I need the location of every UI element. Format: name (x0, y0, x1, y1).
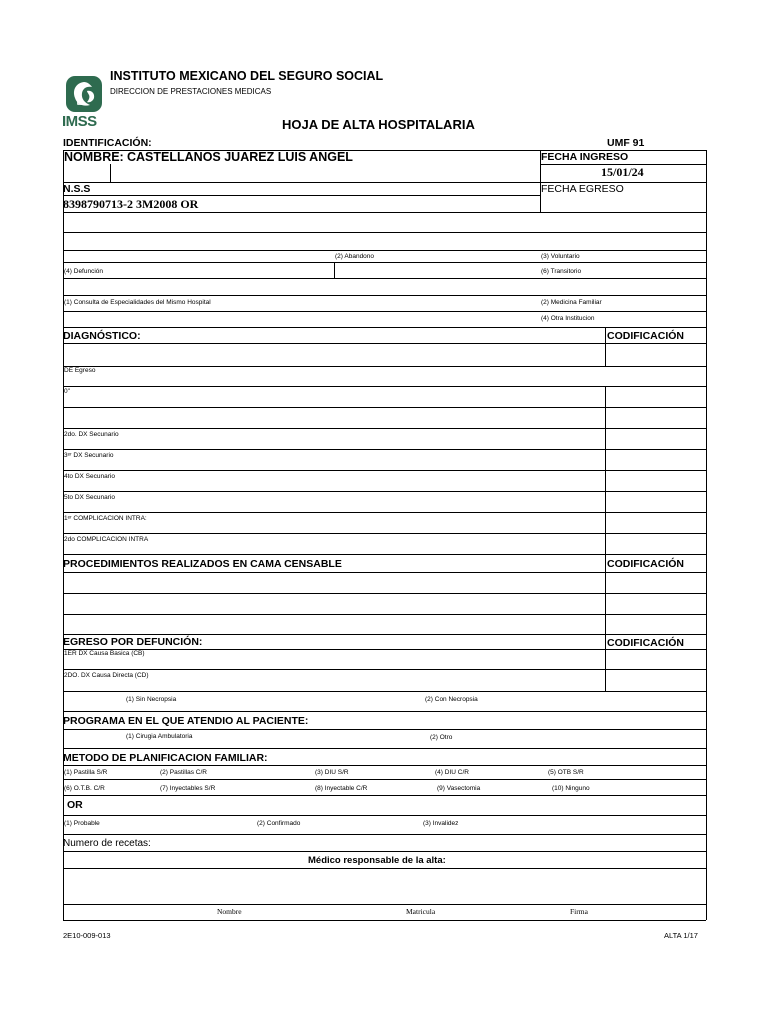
complication-1-label: 1ᵉʳ COMPLICACION INTRA: (64, 515, 147, 522)
family-planning-title: METODO DE PLANIFICACION FAMILIAR: (63, 752, 268, 764)
option-transitorio: (6) Transitorio (541, 268, 582, 275)
rule (63, 366, 706, 367)
rule (63, 407, 706, 408)
dx-5-label: 5to DX Secunario (64, 494, 115, 501)
rule (110, 164, 111, 182)
or-title: OR (67, 799, 83, 811)
fp-option: (2) Pastillas C/R (160, 769, 207, 776)
rule (63, 815, 706, 816)
rule (706, 327, 707, 554)
rule (706, 150, 707, 327)
fp-option: (6) O.T.B. C/R (64, 785, 105, 792)
rule (63, 904, 706, 905)
fp-option: (4) DIU C/R (435, 769, 469, 776)
rule (706, 795, 707, 834)
fp-option: (9) Vasectomia (437, 785, 481, 792)
page-indicator: ALTA 1/17 (664, 931, 698, 940)
option-otro: (2) Otro (430, 734, 453, 741)
dx-egreso-label: DE Egreso (64, 367, 96, 374)
institution-name: INSTITUTO MEXICANO DEL SEGURO SOCIAL (110, 69, 384, 83)
rule (63, 428, 706, 429)
rule (63, 711, 64, 748)
rule (706, 834, 707, 920)
admission-date-value: 15/01/24 (601, 165, 644, 179)
nss-label: N.S.S (63, 183, 91, 195)
or-option: (2) Confirmado (257, 820, 301, 827)
option-sin-necropsia: (1) Sin Necropsia (126, 696, 177, 703)
rule (63, 920, 706, 921)
rule (63, 554, 64, 634)
complication-2-label: 2do COMPLICACION INTRA (64, 536, 149, 543)
option-con-necropsia: (2) Con Necropsia (425, 696, 478, 703)
death-cb-label: 1ER DX Causa Basica (CB) (64, 650, 145, 657)
rule (63, 779, 706, 780)
rule (63, 649, 706, 650)
doctor-title: Médico responsable de la alta: (308, 855, 446, 866)
dx-2-label: 2do. DX Secunario (64, 431, 119, 438)
form-title: HOJA DE ALTA HOSPITALARIA (282, 117, 475, 132)
rule (63, 593, 706, 594)
department-subtitle: DIRECCION DE PRESTACIONES MEDICAS (110, 87, 272, 96)
patient-name: CASTELLANOS JUAREZ LUIS ANGEL (127, 150, 353, 164)
rule (63, 795, 706, 796)
rule (63, 851, 706, 852)
rule (63, 512, 706, 513)
rule (63, 195, 540, 196)
rule (63, 711, 706, 712)
fp-option: (7) Inyectables S/R (160, 785, 216, 792)
rule (605, 327, 606, 366)
option-cirugia-ambulatoria: (1) Cirugia Ambulatoria (126, 733, 193, 740)
rule (63, 343, 706, 344)
rule (334, 262, 335, 278)
rule (63, 533, 706, 534)
dx-4-label: 4to DX Secunario (64, 473, 115, 480)
rule (63, 212, 706, 213)
discharge-date-label: FECHA EGRESO (541, 183, 624, 195)
rule (63, 765, 706, 766)
rule (63, 327, 706, 328)
option-otra-institucion: (4) Otra Institucion (541, 315, 595, 322)
death-title: EGRESO POR DEFUNCIÓN: (63, 636, 203, 648)
logo-text: IMSS (62, 113, 97, 130)
rule (63, 232, 706, 233)
rule (63, 795, 64, 834)
rule (63, 614, 706, 615)
option-voluntario: (3) Voluntario (541, 253, 580, 260)
rule (63, 491, 706, 492)
rule (63, 386, 706, 387)
admission-date-label: FECHA INGRESO (541, 151, 629, 163)
rule (63, 278, 706, 279)
rule (63, 669, 706, 670)
rule (63, 834, 706, 835)
rule (63, 250, 706, 251)
rule (63, 834, 64, 920)
rule (63, 554, 706, 555)
rule (63, 868, 706, 869)
rule (706, 634, 707, 711)
death-coding-header: CODIFICACIÓN (607, 637, 684, 649)
fp-option: (8) Inyectable C/R (315, 785, 368, 792)
dx-3-label: 3ᵉʳ DX Secunario (64, 452, 114, 459)
dx-zero-label: 0" (64, 388, 70, 395)
rule (63, 748, 706, 749)
unit-label: UMF 91 (607, 137, 645, 149)
fp-option: (10) Ninguno (552, 785, 590, 792)
rule (605, 386, 606, 554)
prescriptions-label: Numero de recetas: (63, 838, 151, 849)
fp-option: (5) OTB S/R (548, 769, 584, 776)
rule (63, 311, 706, 312)
rule (63, 449, 706, 450)
option-abandono: (2) Abandono (335, 253, 375, 260)
signature-firma-label: Firma (570, 907, 588, 916)
rule (63, 295, 706, 296)
rule (63, 262, 706, 263)
fp-option: (1) Pastilla S/R (64, 769, 108, 776)
rule (63, 748, 64, 795)
or-option: (1) Probable (64, 820, 100, 827)
rule (63, 634, 706, 635)
death-cd-label: 2DO. DX Causa Directa (CD) (64, 672, 149, 679)
rule (706, 554, 707, 634)
fp-option: (3) DIU S/R (315, 769, 349, 776)
program-title: PROGRAMA EN EL QUE ATENDIO AL PACIENTE: (63, 715, 309, 727)
diagnosis-coding-header: CODIFICACIÓN (607, 330, 684, 342)
rule (63, 729, 706, 730)
rule (63, 572, 706, 573)
nss-value: 8398790713-2 3M2008 OR (63, 197, 199, 211)
rule (63, 470, 706, 471)
signature-matricula-label: Matricula (406, 907, 436, 916)
option-consulta-especialidades: (1) Consulta de Especialidades del Mismo Hospital (64, 299, 211, 306)
form-code: 2E10-009-013 (63, 931, 111, 940)
rule (63, 691, 706, 692)
option-defuncion: (4) Defunción (64, 268, 104, 275)
rule (706, 748, 707, 795)
or-option: (3) Invalidez (423, 820, 459, 827)
name-label: NOMBRE: (64, 150, 124, 164)
rule (605, 554, 606, 634)
option-medicina-familiar: (2) Medicina Familiar (541, 299, 602, 306)
procedures-coding-header: CODIFICACIÓN (607, 558, 684, 570)
identification-label: IDENTIFICACIÓN: (63, 137, 152, 149)
rule (706, 711, 707, 748)
diagnosis-title: DIAGNÓSTICO: (63, 330, 141, 342)
rule (605, 634, 606, 691)
signature-name-label: Nombre (217, 907, 242, 916)
procedures-title: PROCEDIMIENTOS REALIZADOS EN CAMA CENSABLE (63, 558, 342, 570)
